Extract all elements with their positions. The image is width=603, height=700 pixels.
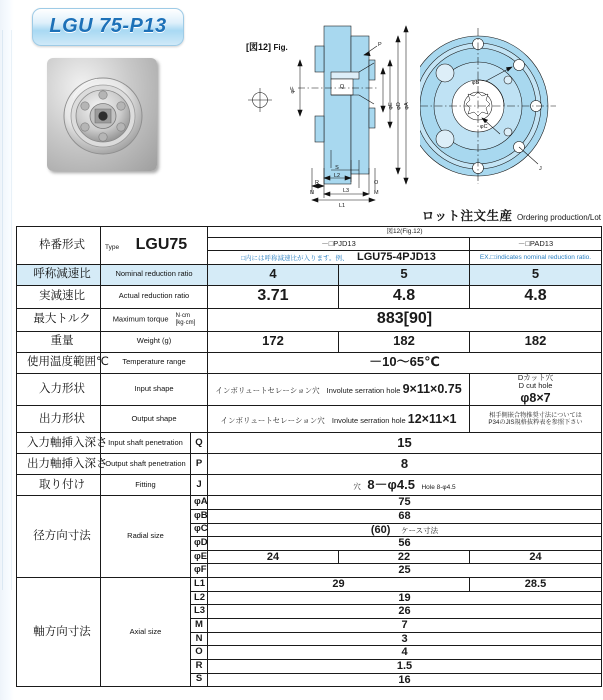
torque-label-en: Maximum torque [112, 314, 169, 324]
variant-note-jp: □内には呼称減速比が入ります。例、 [241, 255, 349, 262]
actual-ratio-value-2: 4.8 [339, 285, 470, 308]
table-row-input-shape [17, 373, 602, 406]
table-row-radial-A [17, 496, 602, 510]
svg-text:L2: L2 [333, 173, 341, 179]
axial-value-N: 3 [208, 632, 602, 646]
input-penetration-symbol: Q [191, 433, 208, 454]
svg-text:M: M [374, 190, 379, 196]
output-shape-main-en: Involute serration hole [331, 416, 406, 426]
svg-text:φE: φE [388, 102, 394, 110]
svg-text:R: R [315, 180, 319, 186]
axial-symbol-L2: L2 [191, 591, 208, 605]
input-shape-label-jp: 入力形状 [17, 373, 101, 406]
radial-symbol-A: φA [191, 496, 208, 510]
fitting-label-jp: 取り付け [17, 475, 101, 496]
svg-text:φB: φB [472, 80, 480, 86]
radial-symbol-F: φF [191, 564, 208, 578]
figure-label-jp: [図12] [246, 42, 272, 52]
radial-label-en: Radial size [101, 496, 191, 578]
radial-value-F: 25 [208, 564, 602, 578]
actual-ratio-value-3: 4.8 [470, 285, 602, 308]
input-shape-alt-jp: Dカット穴 [517, 372, 554, 382]
actual-ratio-value-1: 3.71 [208, 285, 339, 308]
variant-right: －□PAD13 [470, 238, 602, 251]
input-penetration-label-en: Input shaft penetration [101, 433, 191, 454]
torque-unit-2: [kg·cm] [175, 319, 196, 326]
input-shape-main-cell [208, 373, 470, 406]
svg-text:N: N [310, 190, 314, 196]
axial-label-en: Axial size [101, 578, 191, 687]
nominal-ratio-label-jp: 呼称減速比 [17, 264, 101, 285]
output-shape-main-jp: インボリュートセレーション穴 [220, 416, 325, 426]
axial-value-L1-2: 28.5 [470, 578, 602, 592]
radial-symbol-E: φE [191, 550, 208, 564]
front-view-drawing [420, 18, 600, 213]
axial-symbol-M: M [191, 619, 208, 633]
axial-value-L3: 26 [208, 605, 602, 619]
radial-value-E-1: 24 [208, 550, 339, 564]
fitting-value-main: 8－φ4.5 [367, 476, 415, 492]
actual-ratio-label-en: Actual reduction ratio [101, 285, 208, 308]
table-row-actual-ratio [17, 285, 602, 308]
svg-text:φF: φF [290, 86, 296, 94]
radial-value-B: 68 [208, 509, 602, 523]
variant-note-cell [208, 251, 470, 265]
output-penetration-value: 8 [208, 454, 602, 475]
input-penetration-value: 15 [208, 433, 602, 454]
product-title-badge [32, 8, 184, 46]
input-penetration-label-jp: 入力軸挿入深さ [17, 433, 101, 454]
product-photo [47, 58, 157, 171]
variant-note-en: EX.□:indicates nominal reduction ratio. [470, 251, 602, 265]
torque-label-jp: 最大トルク [17, 308, 101, 331]
radial-value-A: 75 [208, 496, 602, 510]
axial-value-L2: 19 [208, 591, 602, 605]
weight-value-1: 172 [208, 331, 339, 352]
radial-value-D: 56 [208, 537, 602, 551]
radial-symbol-D: φD [191, 537, 208, 551]
axial-value-M: 7 [208, 619, 602, 633]
product-title: LGU 75-P13 [49, 15, 167, 37]
svg-text:O: O [374, 180, 379, 186]
svg-text:J: J [539, 166, 542, 172]
temperature-value: －10～65℃ [208, 352, 602, 373]
output-shape-note-line2: P34のJIS規格抜粋表を参照下さい [488, 419, 583, 427]
type-label-jp: 枠番形式 [17, 227, 101, 265]
figure-label-en: Fig. [273, 43, 288, 52]
radial-symbol-B: φB [191, 509, 208, 523]
svg-text:φC: φC [480, 124, 488, 130]
nominal-ratio-value-2: 5 [339, 264, 470, 285]
output-penetration-symbol: P [191, 454, 208, 475]
fitting-symbol: J [191, 475, 208, 496]
specification-table [16, 226, 602, 687]
output-shape-label-en: Output shape [101, 406, 208, 433]
input-shape-main-en: Involute serration hole [326, 386, 401, 396]
axial-symbol-L3: L3 [191, 605, 208, 619]
axial-symbol-S: S [191, 673, 208, 687]
table-row-type [17, 227, 602, 238]
radial-value-C-cell [208, 523, 602, 537]
output-shape-label-jp: 出力形状 [17, 406, 101, 433]
variant-left: －□PJD13 [208, 238, 470, 251]
temperature-label-jp: 使用温度範囲℃ [17, 352, 101, 373]
weight-label-en: Weight (g) [101, 331, 208, 352]
output-shape-note-line1: 相手側嵌合物推奨寸法については [489, 412, 582, 420]
output-penetration-label-en: Output shaft penetration [101, 454, 191, 475]
lot-header-jp: ロット注文生産 [421, 209, 513, 223]
axial-symbol-L1: L1 [191, 578, 208, 592]
svg-text:φD: φD [396, 102, 402, 110]
output-penetration-label-jp: 出力軸挿入深さ [17, 454, 101, 475]
input-shape-label-en: Input shape [101, 373, 208, 406]
fitting-value-cell [208, 475, 602, 496]
axial-value-L1-1: 29 [208, 578, 470, 592]
svg-text:P: P [378, 42, 382, 48]
type-label-en: Type [105, 244, 120, 252]
product-photo-art [47, 58, 157, 171]
axial-value-S: 16 [208, 673, 602, 687]
actual-ratio-label-jp: 実減速比 [17, 285, 101, 308]
radial-value-E-3: 24 [470, 550, 602, 564]
svg-text:S: S [335, 165, 339, 171]
table-row-fitting [17, 475, 602, 496]
radial-value-C-suffix: ケース寸法 [400, 525, 439, 535]
svg-text:φA: φA [404, 102, 410, 110]
svg-text:Q: Q [339, 84, 345, 90]
weight-label-jp: 重量 [17, 331, 101, 352]
type-value-cell [101, 227, 208, 265]
page-edge-decoration [0, 0, 14, 700]
torque-value: 883[90] [208, 308, 602, 331]
input-shape-main-value: 9×11×0.75 [402, 382, 462, 397]
output-shape-note-cell [470, 406, 602, 433]
svg-text:L1: L1 [338, 203, 346, 208]
temperature-label-en: Temperature range [101, 352, 208, 373]
lot-header-en: Ordering production/Lot [516, 213, 601, 222]
lot-production-header [422, 206, 601, 225]
output-shape-main-cell [208, 406, 470, 433]
table-row-input-penetration [17, 433, 602, 454]
radial-value-E-2: 22 [339, 550, 470, 564]
nominal-ratio-value-1: 4 [208, 264, 339, 285]
axial-symbol-N: N [191, 632, 208, 646]
table-row-max-torque [17, 308, 602, 331]
side-section-drawing [238, 8, 420, 213]
variant-note-example: LGU75-4PJD13 [357, 251, 436, 263]
axial-value-R: 1.5 [208, 659, 602, 673]
fitting-label-en: Fitting [101, 475, 191, 496]
table-row-output-shape [17, 406, 602, 433]
axial-value-O: 4 [208, 646, 602, 660]
input-shape-alt-cell [470, 373, 602, 406]
table-row-output-penetration [17, 454, 602, 475]
radial-symbol-C: φC [191, 523, 208, 537]
table-row-axial-L1 [17, 578, 602, 592]
nominal-ratio-label-en: Nominal reduction ratio [101, 264, 208, 285]
fitting-value-jp: 穴 [353, 481, 361, 491]
input-shape-alt-value: φ8×7 [520, 390, 551, 405]
axial-symbol-R: R [191, 659, 208, 673]
figure-span-label: 図12(Fig.12) [208, 227, 602, 238]
fitting-value-en: Hole 8-φ4.5 [421, 483, 456, 491]
input-shape-alt-en: D cut hole [518, 381, 553, 391]
weight-value-3: 182 [470, 331, 602, 352]
nominal-ratio-value-3: 5 [470, 264, 602, 285]
torque-unit-1: N·cm [175, 313, 190, 320]
radial-value-C: (60) [370, 523, 391, 536]
axial-label-jp: 軸方向寸法 [17, 578, 101, 687]
weight-value-2: 182 [339, 331, 470, 352]
output-shape-main-value: 12×11×1 [407, 412, 457, 427]
svg-text:L3: L3 [342, 188, 350, 194]
type-value: LGU75 [135, 236, 188, 254]
input-shape-main-jp: インボリュートセレーション穴 [215, 386, 320, 396]
radial-label-jp: 径方向寸法 [17, 496, 101, 578]
axial-symbol-O: O [191, 646, 208, 660]
torque-label-en-cell [101, 308, 208, 331]
table-row-nominal-ratio [17, 264, 602, 285]
table-row-temperature [17, 352, 602, 373]
table-row-weight [17, 331, 602, 352]
